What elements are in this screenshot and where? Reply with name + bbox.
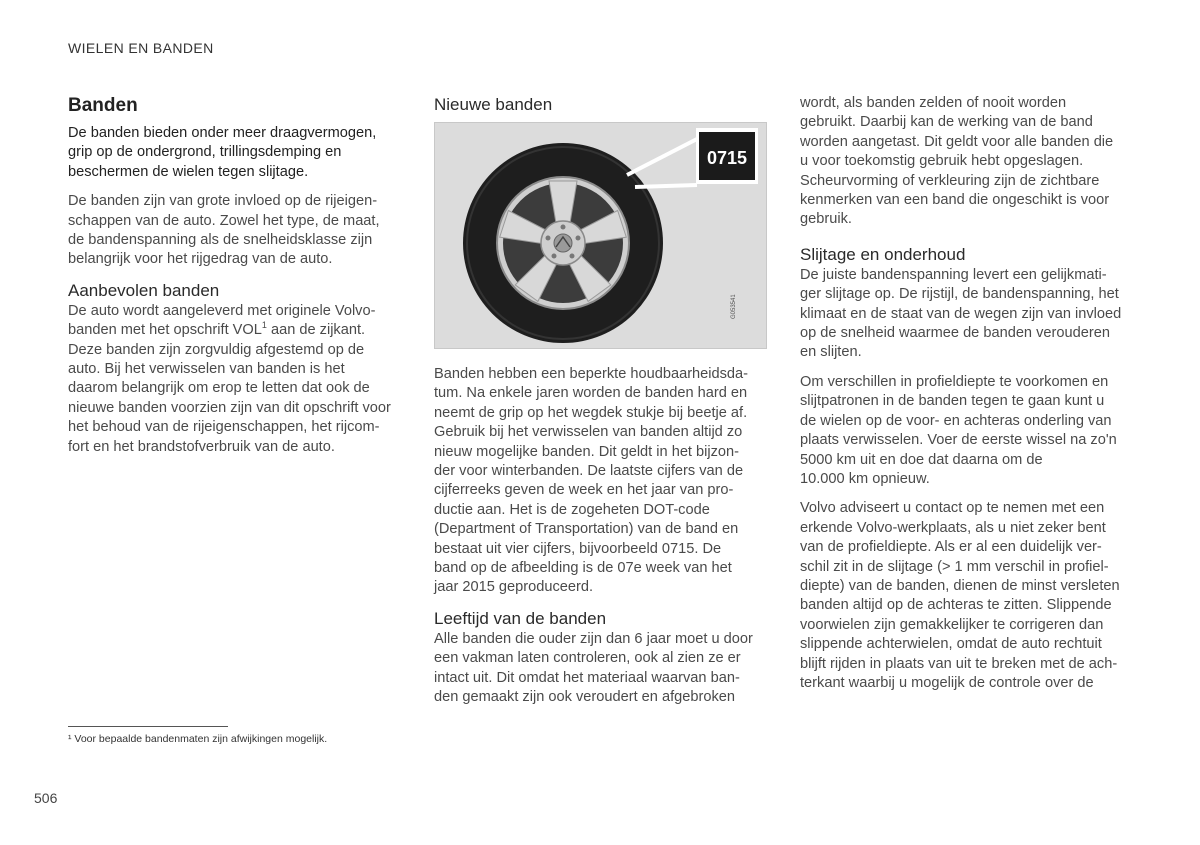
- new-tyres-heading: Nieuwe banden: [434, 95, 553, 114]
- text-line: Gebruik bij het verwisselen van banden altijd zo: [434, 424, 743, 441]
- text-line: gebruik.: [800, 211, 852, 228]
- text-line: nieuw mogelijke banden. Dit geldt in het bijzon-: [434, 443, 740, 460]
- text-line: gebruikt. Daarbij kan de werking van de band: [800, 114, 1093, 131]
- running-header: WIELEN EN BANDEN: [68, 40, 214, 56]
- text-line: jaar 2015 geproduceerd.: [434, 579, 594, 596]
- text-line: neemt de grip op het wegdek stukje bij beetje af.: [434, 404, 748, 421]
- text-line: cijferreeks geven de week en het jaar van pro-: [434, 482, 734, 499]
- lead-line: De banden bieden onder meer draagvermogen,: [68, 125, 377, 141]
- text-line: ductie aan. Het is de zogeheten DOT-code: [434, 501, 710, 518]
- text-line: band op de afbeelding is de 07e week van het: [434, 560, 732, 577]
- text-line: De auto wordt aangeleverd met originele Volvo-: [68, 302, 376, 319]
- text-line: De banden zijn van grote invloed op de rijeigen-: [68, 193, 378, 210]
- text-line: De juiste bandenspanning levert een gelijkmati-: [800, 266, 1107, 283]
- footnote-divider: [68, 726, 228, 727]
- text-line: 10.000 km opnieuw.: [800, 470, 930, 487]
- recommended-tyres-heading: Aanbevolen banden: [68, 280, 220, 300]
- text-fragment: aan de zijkant.: [266, 322, 366, 339]
- text-line: van de profieldiepte. Als er al een duidelijk ver-: [800, 539, 1102, 556]
- text-line: banden altijd op de achteras te zitten. Slippende: [800, 597, 1112, 614]
- text-line: slippende achterwielen, omdat de auto rechtuit: [800, 636, 1102, 653]
- text-line: 5000 km uit en doe dat daarna om de: [800, 451, 1043, 468]
- text-line: den gemaakt zijn ook veroudert en afgebroken: [434, 689, 735, 706]
- new-tyres-paragraph: [434, 365, 770, 598]
- text-line: op de snelheid waarmee de banden verouderen: [800, 325, 1110, 342]
- lead-paragraph: [68, 124, 404, 182]
- dot-code-label: 0715: [706, 148, 748, 168]
- text-line: ger slijtage op. De rijstijl, de bandenspanning, het: [800, 286, 1119, 303]
- text-line: schil zit in de slijtage (> 1 mm verschil in profiel-: [800, 558, 1109, 575]
- text-line: worden aangetast. Dit geldt voor alle banden die: [800, 133, 1114, 150]
- footnote-marker[interactable]: 1: [261, 320, 267, 331]
- text-line: fort en het brandstofverbruik van de auto.: [68, 438, 335, 455]
- page-number: 506: [34, 790, 58, 806]
- text-line: wordt, als banden zelden of nooit worden: [800, 95, 1067, 111]
- text-line: belangrijk voor het rijgedrag van de auto.: [68, 251, 333, 268]
- text-line: kenmerken van een band die ongeschikt is voor: [800, 192, 1110, 209]
- text-line: Banden hebben een beperkte houdbaarheidsda-: [434, 366, 749, 382]
- text-line: der voor winterbanden. De laatste cijfers van de: [434, 463, 744, 480]
- text-line: u voor toekomstig gebruik hebt opgeslagen.: [800, 153, 1084, 170]
- column-right: [800, 94, 1136, 703]
- section-title: Banden: [68, 95, 138, 116]
- text-line: erkende Volvo-werkplaats, als u niet zeker bent: [800, 519, 1106, 536]
- text-line: Om verschillen in profieldiepte te voorkomen en: [800, 373, 1109, 390]
- text-line: en slijten.: [800, 344, 862, 361]
- text-line: terkant waarbij u mogelijk de controle over de: [800, 674, 1094, 691]
- text-line: tum. Na enkele jaren worden de banden hard en: [434, 385, 748, 402]
- text-line: Deze banden zijn zorgvuldig afgestemd op de: [68, 341, 365, 358]
- text-line: slijtpatronen in de banden tegen te gaan kunt u: [800, 393, 1105, 410]
- text-line: bestaat uit vier cijfers, bijvoorbeeld 0715. De: [434, 540, 722, 557]
- continued-paragraph: [800, 94, 1136, 230]
- text-line: intact uit. Dit omdat het materiaal waarvan ban-: [434, 669, 740, 686]
- text-line: klimaat en de staat van de wegen zijn van invloed: [800, 305, 1122, 322]
- text-line: Alle banden die ouder zijn dan 6 jaar moet u door: [434, 630, 753, 647]
- text-line: het behoud van de rijeigenschappen, het rijcom-: [68, 419, 380, 436]
- footnote: ¹ Voor bepaalde bandenmaten zijn afwijkingen mogelijk.: [68, 733, 328, 745]
- column-middle: [434, 94, 770, 718]
- text-line: nieuwe banden voorzien zijn van dit opschrift voor: [68, 399, 391, 416]
- tyre-illustration: [434, 122, 767, 349]
- text-line: [68, 321, 404, 340]
- text-line: auto. Bij het verwisselen van banden is het: [68, 361, 345, 378]
- advice-paragraph: [800, 499, 1136, 693]
- text-line: Volvo adviseert u contact op te nemen met een: [800, 500, 1105, 517]
- tyre-age-paragraph: [434, 630, 770, 708]
- text-line: daarom belangrijk om erop te letten dat ook de: [68, 380, 370, 397]
- text-line: blijft rijden in plaats van uit te breken met de ach-: [800, 655, 1118, 672]
- text-line: Scheurvorming of verkleuring zijn de zichtbare: [800, 172, 1100, 189]
- text-line: de wielen op de voor- en achteras onderling van: [800, 412, 1112, 429]
- text-line: een vakman laten controleren, ook al zien ze er: [434, 650, 741, 667]
- wear-maintenance-heading: Slijtage en onderhoud: [800, 244, 966, 264]
- text-line: schappen van de auto. Zowel het type, de maat,: [68, 212, 380, 229]
- intro-paragraph: [68, 192, 404, 270]
- wear-paragraph: [800, 266, 1136, 363]
- text-line: de bandenspanning als de snelheidsklasse zijn: [68, 232, 373, 249]
- rotation-paragraph: [800, 373, 1136, 489]
- tyre-age-heading: Leeftijd van de banden: [434, 608, 607, 628]
- text-line: (Department of Transportation) van de band en: [434, 521, 739, 538]
- recommended-tyres-paragraph: [68, 302, 404, 457]
- lead-line: grip op de ondergrond, trillingsdemping en: [68, 144, 342, 161]
- lead-line: beschermen de wielen tegen slijtage.: [68, 163, 309, 180]
- text-line: voorwielen zijn gemakkelijker te corrigeren dan: [800, 616, 1104, 633]
- text-fragment: banden met het opschrift VOL: [68, 322, 262, 339]
- text-line: plaats verwisselen. Voer de eerste wissel na zo'n: [800, 432, 1117, 449]
- text-line: diepte) van de banden, dienen de minst versleten: [800, 577, 1120, 594]
- figure-id: G053541: [731, 294, 737, 319]
- column-left: [68, 94, 404, 467]
